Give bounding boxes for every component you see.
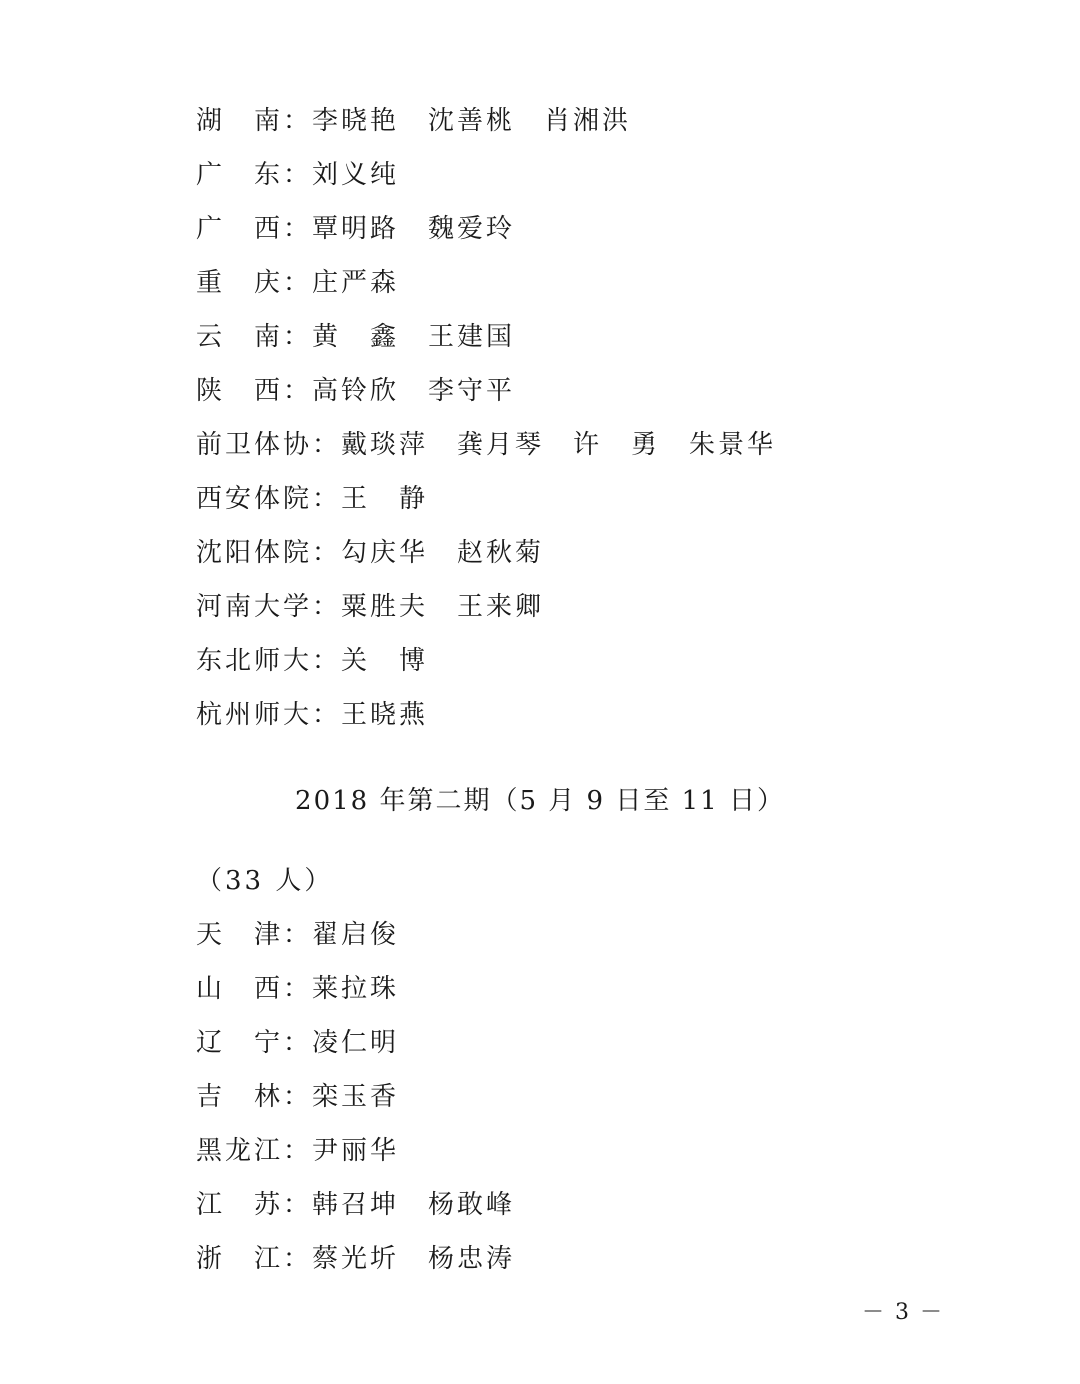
roster-line-tianjin: 天 津：翟启俊 <box>196 920 400 950</box>
roster-line-guangxi: 广 西：覃明路 魏爱玲 <box>196 214 516 244</box>
roster-line-jilin: 吉 林：栾玉香 <box>196 1082 400 1112</box>
roster-line-shanxi: 山 西：莱拉珠 <box>196 974 400 1004</box>
participant-count: （33 人） <box>196 866 334 896</box>
roster-line-yunnan: 云 南：黄 鑫 王建国 <box>196 322 516 352</box>
roster-line-henan-daxue: 河南大学：粟胜夫 王来卿 <box>196 592 545 622</box>
roster-line-zhejiang: 浙 江：蔡光圻 杨忠涛 <box>196 1244 516 1274</box>
roster-line-qianwei-tixie: 前卫体协：戴琰萍 龚月琴 许 勇 朱景华 <box>196 430 777 460</box>
roster-line-xian-tiyuan: 西安体院：王 静 <box>196 484 429 514</box>
roster-line-shenyang-tiyuan: 沈阳体院：勾庆华 赵秋菊 <box>196 538 545 568</box>
roster-line-dongbei-shida: 东北师大：关 博 <box>196 646 429 676</box>
roster-line-jiangsu: 江 苏：韩召坤 杨敢峰 <box>196 1190 516 1220</box>
roster-line-hunan: 湖 南：李晓艳 沈善桃 肖湘洪 <box>196 106 632 136</box>
page-number: － 3 － <box>862 1300 944 1325</box>
roster-line-hangzhou-shida: 杭州师大：王晓燕 <box>196 700 429 730</box>
roster-line-guangdong: 广 东：刘义纯 <box>196 160 400 190</box>
roster-line-shaanxi: 陕 西：高铃欣 李守平 <box>196 376 516 406</box>
section-heading: 2018 年第二期（5 月 9 日至 11 日） <box>295 786 785 816</box>
roster-line-heilongjiang: 黑龙江：尹丽华 <box>196 1136 400 1166</box>
roster-line-liaoning: 辽 宁：凌仁明 <box>196 1028 400 1058</box>
roster-line-chongqing: 重 庆：庄严森 <box>196 268 400 298</box>
